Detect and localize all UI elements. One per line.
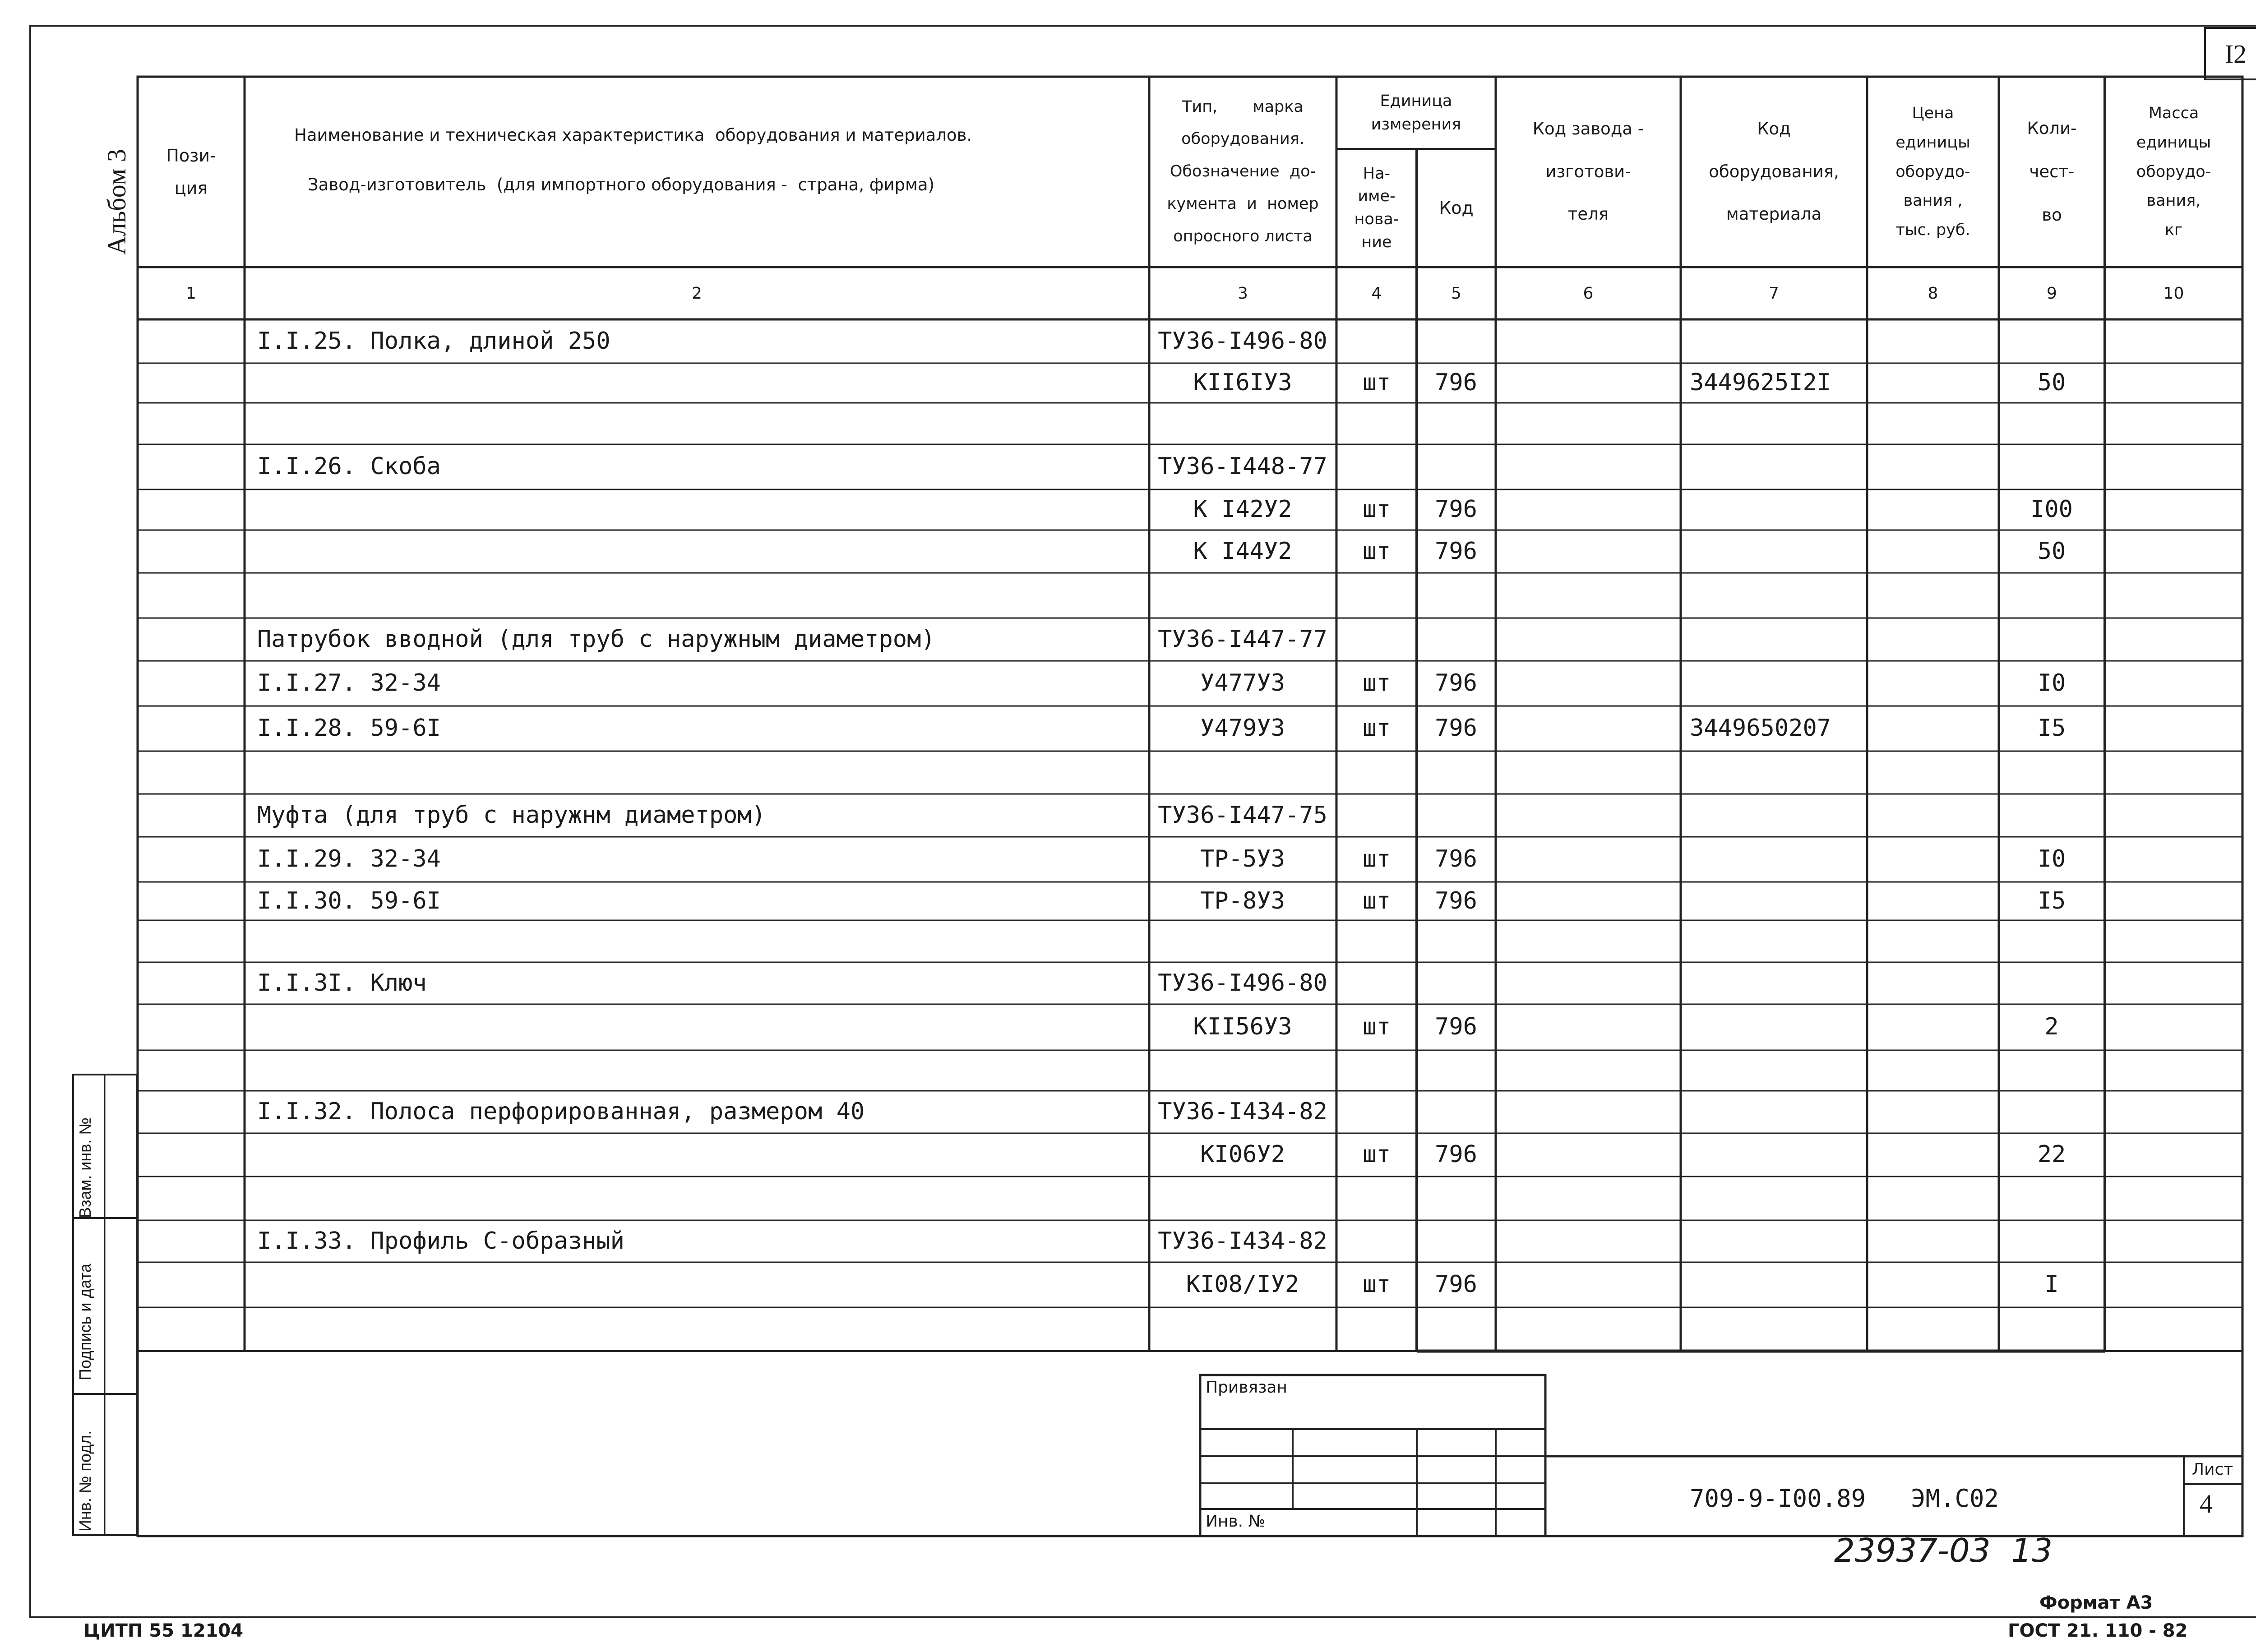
- cell-unit: шт: [1362, 496, 1391, 523]
- header-mass: Масса единицы оборудо- вания, кг: [2136, 104, 2211, 240]
- cell-code: 796: [1435, 887, 1477, 914]
- header-equipment-code: Код оборудования, материала: [1709, 119, 1839, 224]
- col-number: 7: [1769, 284, 1779, 303]
- cell-code: 796: [1435, 1141, 1477, 1168]
- header-quantity: Коли- чест- во: [2027, 118, 2077, 225]
- sheet-tag: I2: [2204, 27, 2256, 80]
- cell-qty: I0: [2037, 669, 2066, 697]
- gost-label: ГОСТ 21. 110 - 82: [2008, 1620, 2188, 1641]
- cell-name: I.I.27. 32-34: [257, 669, 441, 697]
- cell-doc: К I42У2: [1193, 496, 1292, 523]
- cell-code: 796: [1435, 715, 1477, 742]
- cell-code: 796: [1435, 537, 1477, 565]
- cell-unit: шт: [1362, 537, 1391, 565]
- cell-unit: шт: [1362, 1271, 1391, 1298]
- cell-mat: 3449650207: [1690, 715, 1831, 742]
- header-unit-code: Код: [1439, 198, 1474, 218]
- cell-name: I.I.30. 59-6I: [257, 887, 441, 914]
- cell-doc: ТУ36-I447-77: [1158, 625, 1327, 653]
- cell-name: Патрубок вводной (для труб с наружным диаметром): [257, 625, 935, 653]
- header-price: Цена единицы оборудо- вания , тыс. руб.: [1895, 104, 1970, 240]
- cell-name: I.I.33. Профиль С-образный: [257, 1227, 624, 1255]
- footer-left: ЦИТП 55 12104: [83, 1620, 244, 1641]
- cell-doc: ТУ36-I434-82: [1158, 1227, 1327, 1255]
- handwritten-number: 23937-03 13: [1834, 1532, 2053, 1569]
- cell-doc: ТУ36-I496-80: [1158, 969, 1327, 997]
- col-number: 4: [1371, 284, 1382, 303]
- side-stamp-inv-podl: Инв. № подл.: [76, 1430, 94, 1532]
- cell-code: 796: [1435, 1271, 1477, 1298]
- cell-qty: I5: [2037, 715, 2066, 742]
- header-position: Пози- ция: [166, 145, 216, 198]
- cell-unit: шт: [1362, 845, 1391, 872]
- cell-qty: I00: [2030, 496, 2073, 523]
- col-number: 1: [186, 284, 196, 303]
- side-stamp-podpis: Подпись и дата: [76, 1264, 94, 1380]
- cell-code: 796: [1435, 845, 1477, 872]
- cell-doc: У479У3: [1200, 715, 1285, 742]
- cell-qty: I5: [2037, 887, 2066, 914]
- cell-doc: КI06У2: [1200, 1141, 1285, 1168]
- cell-qty: 22: [2037, 1141, 2066, 1168]
- cell-qty: I0: [2037, 845, 2066, 872]
- cell-unit: шт: [1362, 669, 1391, 697]
- header-type: Тип, марка оборудования. Обозначение до- кумента и номер опросного листа: [1167, 97, 1319, 245]
- cell-doc: ТР-5У3: [1200, 845, 1285, 872]
- cell-doc: КI08/IУ2: [1186, 1271, 1299, 1298]
- col-number: 10: [2163, 284, 2184, 303]
- cell-qty: 50: [2037, 369, 2066, 396]
- stamp-code: ЭМ.С02: [1911, 1484, 1999, 1513]
- cell-name: I.I.3I. Ключ: [257, 969, 427, 997]
- cell-doc: ТУ36-I448-77: [1158, 453, 1327, 480]
- cell-doc: КII6IУ3: [1193, 369, 1292, 396]
- cell-doc: ТР-8У3: [1200, 887, 1285, 914]
- cell-name: I.I.32. Полоса перфорированная, размером 40: [257, 1098, 865, 1125]
- cell-doc: ТУ36-I434-82: [1158, 1098, 1327, 1125]
- cell-unit: шт: [1362, 1013, 1391, 1040]
- cell-unit: шт: [1362, 369, 1391, 396]
- cell-unit: шт: [1362, 1141, 1391, 1168]
- header-name-line1: Наименование и техническая характеристика оборудования и материалов.: [294, 125, 972, 145]
- header-unit: Единица измерения: [1371, 92, 1461, 134]
- cell-mat: 3449625I2I: [1690, 369, 1831, 396]
- stamp-list-label: Лист: [2192, 1460, 2233, 1479]
- cell-name: I.I.25. Полка, длиной 250: [257, 327, 610, 355]
- album-label: Альбом 3: [102, 149, 131, 255]
- cell-doc: У477У3: [1200, 669, 1285, 697]
- header-unit-name: На- име- нова- ние: [1354, 164, 1399, 251]
- cell-doc: КII56У3: [1193, 1013, 1292, 1040]
- cell-unit: шт: [1362, 887, 1391, 914]
- cell-name: I.I.29. 32-34: [257, 845, 441, 872]
- col-number: 2: [692, 284, 702, 303]
- cell-code: 796: [1435, 1013, 1477, 1040]
- cell-code: 796: [1435, 669, 1477, 697]
- cell-doc: К I44У2: [1193, 537, 1292, 565]
- col-number: 6: [1583, 284, 1594, 303]
- cell-code: 796: [1435, 496, 1477, 523]
- stamp-privyazan: Привязан: [1206, 1378, 1287, 1397]
- cell-code: 796: [1435, 369, 1477, 396]
- cell-name: I.I.26. Скоба: [257, 453, 441, 480]
- stamp-inv-no: Инв. №: [1206, 1512, 1266, 1531]
- cell-qty: 50: [2037, 537, 2066, 565]
- header-plant-code: Код завода - изготови- теля: [1532, 119, 1644, 224]
- cell-doc: ТУ36-I496-80: [1158, 327, 1327, 355]
- cell-unit: шт: [1362, 715, 1391, 742]
- cell-qty: 2: [2044, 1013, 2059, 1040]
- format-label: Формат А3: [2039, 1592, 2153, 1613]
- cell-qty: I: [2044, 1271, 2059, 1298]
- col-number: 9: [2047, 284, 2057, 303]
- cell-doc: ТУ36-I447-75: [1158, 801, 1327, 829]
- cell-name: Муфта (для труб с наружнм диаметром): [257, 801, 766, 829]
- stamp-designation: 709-9-I00.89: [1690, 1484, 1866, 1513]
- stamp-list-number: 4: [2200, 1489, 2213, 1518]
- col-number: 8: [1928, 284, 1938, 303]
- cell-name: I.I.28. 59-6I: [257, 715, 441, 742]
- col-number: 5: [1451, 284, 1461, 303]
- header-name-line2: Завод-изготовитель (для импортного оборудования - страна, фирма): [308, 175, 935, 194]
- col-number: 3: [1238, 284, 1248, 303]
- side-stamp-vzam: Взам. инв. №: [76, 1117, 94, 1218]
